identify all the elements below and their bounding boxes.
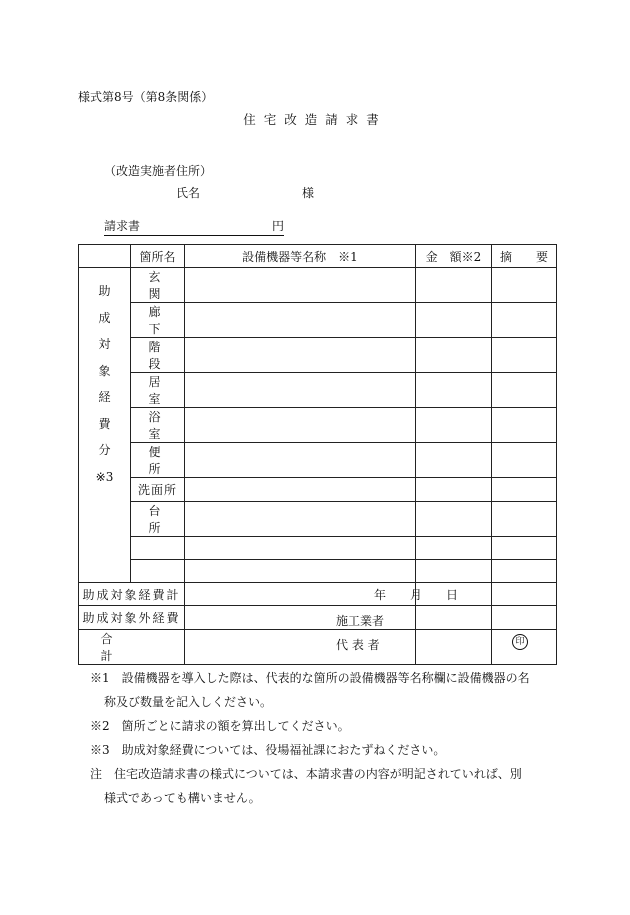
equipment-cell[interactable] [185, 373, 416, 408]
amount-cell[interactable] [416, 338, 492, 373]
remarks-cell[interactable] [492, 536, 557, 559]
non-subsidy-label: 助成対象外経費 [79, 606, 185, 629]
date-line[interactable]: 年 月 日 [374, 588, 459, 602]
applicant-name-label: 氏名 [176, 186, 201, 200]
remarks-cell[interactable] [492, 559, 557, 582]
remarks-cell[interactable] [492, 583, 557, 606]
equipment-cell[interactable] [185, 408, 416, 443]
location-cell: 玄 関 [131, 268, 185, 303]
amount-cell[interactable] [416, 536, 492, 559]
applicant-address-label: （改造実施者住所） [104, 164, 213, 178]
non-subsidy-row [79, 606, 557, 629]
amount-cell[interactable] [416, 478, 492, 501]
amount-cell[interactable] [416, 303, 492, 338]
table-row [79, 501, 557, 536]
subsidy-total-label: 助成対象経費計 [79, 583, 185, 606]
amount-cell[interactable] [416, 443, 492, 478]
table-row [79, 559, 557, 582]
honorific-label: 様 [302, 186, 315, 200]
remarks-cell[interactable] [492, 373, 557, 408]
equipment-cell[interactable] [185, 303, 416, 338]
amount-cell[interactable] [416, 629, 492, 664]
remarks-cell[interactable] [492, 478, 557, 501]
grand-total-row [79, 629, 557, 664]
note-3: ※3 助成対象経費については、役場福祉課におたずねください。 [90, 743, 446, 757]
equipment-cell[interactable] [185, 268, 416, 303]
claim-amount-line[interactable] [104, 217, 284, 236]
location-cell: 洗面所 [131, 478, 185, 501]
equipment-cell[interactable] [185, 443, 416, 478]
form-number-label: 様式第8号（第8条関係） [78, 90, 214, 104]
representative-label: 代 表 者 [336, 638, 380, 652]
contractor-label: 施工業者 [336, 614, 385, 628]
table-row [79, 373, 557, 408]
amount-cell[interactable] [416, 501, 492, 536]
col-header-equipment: 設備機器等名称 ※1 [185, 245, 416, 268]
table-row [79, 268, 557, 303]
remarks-cell[interactable] [492, 501, 557, 536]
equipment-cell[interactable] [185, 501, 416, 536]
location-cell: 便 所 [131, 443, 185, 478]
remarks-cell[interactable] [492, 408, 557, 443]
yen-label: 円 [271, 219, 284, 233]
note-1 [90, 666, 560, 714]
remarks-cell[interactable] [492, 443, 557, 478]
note-2: ※2 箇所ごとに請求の額を算出してください。 [90, 719, 350, 733]
note-1-line-2: 称及び数量を記入しください。 [104, 695, 273, 709]
claim-table [78, 244, 557, 665]
remarks-cell[interactable] [492, 606, 557, 629]
col-header-location: 箇所名 [131, 245, 185, 268]
table-row [79, 443, 557, 478]
location-cell: 階 段 [131, 338, 185, 373]
location-cell[interactable] [131, 536, 185, 559]
location-cell: 浴 室 [131, 408, 185, 443]
amount-cell[interactable] [416, 268, 492, 303]
table-row [79, 408, 557, 443]
location-cell: 居 室 [131, 373, 185, 408]
note-4 [90, 762, 560, 810]
equipment-cell[interactable] [185, 559, 416, 582]
equipment-cell[interactable] [185, 478, 416, 501]
subsidy-group-label: 助 成 対 象 経 費 分 ※3 [79, 268, 131, 583]
location-cell[interactable] [131, 559, 185, 582]
remarks-cell[interactable] [492, 338, 557, 373]
note-1-line-1: ※1 設備機器を導入した際は、代表的な箇所の設備機器等名称欄に設備機器の名 [90, 671, 530, 685]
page-title: 住宅改造請求書 [243, 112, 387, 127]
col-header-amount: 金 額※2 [416, 245, 492, 268]
subsidy-total-row [79, 583, 557, 606]
amount-cell[interactable] [416, 408, 492, 443]
note-4-line-1: 注 住宅改造請求書の様式については、本請求書の内容が明記されていれば、別 [90, 767, 522, 781]
note-4-line-2: 様式であっても構いません。 [104, 791, 261, 805]
location-cell: 台 所 [131, 501, 185, 536]
table-row [79, 303, 557, 338]
grand-total-label: 合 計 [79, 629, 185, 664]
claim-label: 請求書 [104, 219, 141, 233]
table-row [79, 338, 557, 373]
amount-cell[interactable] [416, 373, 492, 408]
table-header-row [79, 245, 557, 268]
blank-corner-cell [79, 245, 131, 268]
amount-cell[interactable] [416, 606, 492, 629]
remarks-cell[interactable] [492, 268, 557, 303]
remarks-cell[interactable] [492, 303, 557, 338]
amount-cell[interactable] [416, 559, 492, 582]
equipment-cell[interactable] [185, 536, 416, 559]
table-row [79, 536, 557, 559]
seal-mark: 印 [512, 634, 528, 650]
equipment-cell[interactable] [185, 338, 416, 373]
col-header-remarks: 摘 要 [492, 245, 557, 268]
table-row [79, 478, 557, 501]
location-cell: 廊 下 [131, 303, 185, 338]
